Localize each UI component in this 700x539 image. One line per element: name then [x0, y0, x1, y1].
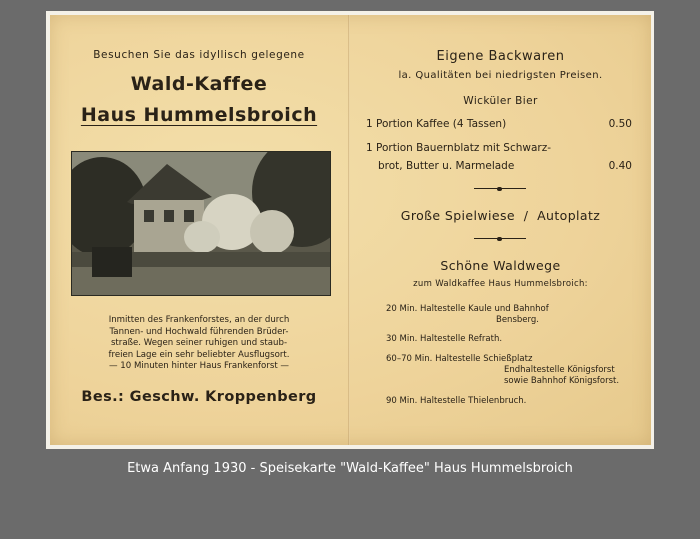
walk-entry — [386, 354, 619, 387]
walk-line: 20 Min. Haltestelle Kaule und Bahnhof — [386, 304, 549, 314]
walk-entry — [386, 396, 526, 407]
description-line: freien Lage ein sehr beliebter Ausflugsort. — [108, 349, 290, 360]
walk-line: 30 Min. Haltestelle Refrath. — [386, 334, 503, 344]
walks-subtitle: zum Waldkaffee Haus Hummelsbroich: — [413, 279, 588, 289]
walk-entry — [386, 334, 502, 345]
menu-item — [366, 142, 632, 154]
menu-item-price: 0.50 — [608, 118, 632, 130]
description — [68, 315, 330, 373]
house-name: Haus Hummelsbroich — [80, 104, 318, 126]
description-line: Inmitten des Frankenforstes, an der durch — [108, 315, 290, 325]
left-panel — [50, 15, 348, 445]
walk-line: Bensberg. — [496, 315, 539, 325]
image-caption: Etwa Anfang 1930 - Speisekarte "Wald-Kaffee" Haus Hummelsbroich — [127, 461, 573, 476]
menu-item-price: 0.40 — [608, 160, 632, 172]
owner-line: Bes.: Geschw. Kroppenberg — [81, 389, 317, 405]
house-photo-drawing — [72, 152, 330, 295]
walk-line: sowie Bahnhof Königsforst. — [504, 376, 620, 386]
menu-item-label: 1 Portion Kaffee (4 Tassen) — [366, 118, 507, 130]
menu-item-continued — [378, 160, 632, 172]
visit-line: Besuchen Sie das idyllisch gelegene — [93, 49, 305, 61]
menu-item-label: 1 Portion Bauernblatz mit Schwarz- — [366, 142, 552, 154]
walk-entry — [386, 304, 549, 326]
walk-line: Endhaltestelle Königsforst — [504, 365, 615, 375]
right-panel — [350, 15, 651, 445]
walks-title: Schöne Waldwege — [440, 258, 561, 273]
bakery-title: Eigene Backwaren — [436, 49, 565, 64]
description-line: Tannen- und Hochwald führenden Brüder- — [109, 326, 289, 337]
quality-line: la. Qualitäten bei niedrigsten Preisen. — [398, 70, 603, 81]
amenities-line: Große Spielwiese / Autoplatz — [400, 208, 601, 223]
description-line: straße. Wegen seiner ruhigen und staub- — [110, 338, 288, 349]
walk-line: 90 Min. Haltestelle Thielenbruch. — [386, 396, 527, 406]
walk-line: 60–70 Min. Haltestelle Schießplatz — [386, 354, 533, 364]
menu-card — [50, 15, 651, 445]
menu-item — [366, 118, 632, 130]
description-line: — 10 Minuten hinter Haus Frankenforst — — [108, 361, 290, 372]
menu-item-label: brot, Butter u. Marmelade — [378, 160, 515, 172]
house-photo — [72, 152, 330, 295]
ornament-divider — [474, 188, 526, 189]
ornament-divider — [474, 238, 526, 239]
cafe-name: Wald-Kaffee — [130, 73, 268, 95]
beer-line: Wicküler Bier — [463, 95, 538, 107]
